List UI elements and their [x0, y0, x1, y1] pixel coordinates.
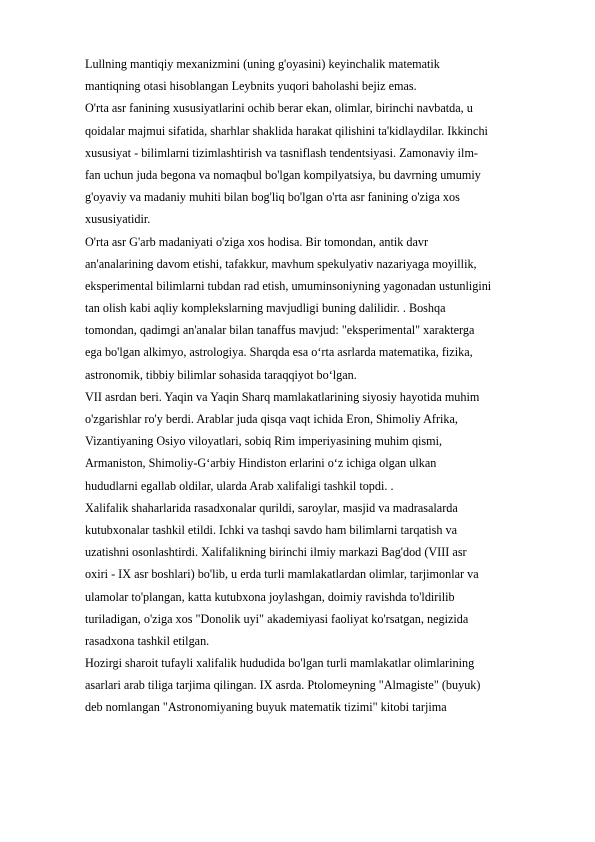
text-line: O'rta asr G'arb madaniyati o'ziga xos hodisa. Bir tomondan, antik davr — [85, 234, 429, 249]
text-line: turiladigan, o'ziga xos "Donolik uyi" akademiyasi faoliyat ko'rsatgan, negizida — [85, 611, 469, 626]
text-line: mantiqning otasi hisoblangan Leybnits yuqori baholashi bejiz emas. — [85, 79, 417, 94]
body-text — [85, 53, 565, 719]
text-line: xususiyatidir. — [85, 212, 151, 227]
text-line: ulamolar to'plangan, katta kutubxona joylashgan, doimiy ravishda to'ldirilib — [85, 589, 455, 604]
text-line: tan olish kabi aqliy komplekslarning mavjudligi buning dalilidir. . Boshqa — [85, 301, 446, 316]
text-line: xususiyat - bilimlarni tizimlashtirish va tasniflash tendentsiyasi. Zamonaviy ilm- — [85, 145, 478, 160]
text-line: Lullning mantiqiy mexanizmini (uning g'oyasini) keyinchalik matematik — [85, 57, 440, 71]
text-line: oxiri - IX asr boshlari) bo'lib, u erda turli mamlakatlardan olimlar, tarjimonlar va — [85, 567, 479, 582]
text-line: VII asrdan beri. Yaqin va Yaqin Sharq mamlakatlarining siyosiy hayotida muhim — [85, 389, 480, 404]
text-line: g'oyaviy va madaniy muhiti bilan bog'liq bo'lgan o'rta asr fanining o'ziga xos — [85, 190, 460, 205]
text-line: o'zgarishlar ro'y berdi. Arablar juda qisqa vaqt ichida Eron, Shimoliy Afrika, — [85, 412, 458, 426]
text-line: asarlari arab tiliga tarjima qilingan. IX asrda. Ptolomeyning "Almagiste" (buyuk) — [85, 678, 481, 693]
text-line: deb nomlangan "Astronomiyaning buyuk matematik tizimi" kitobi tarjima — [85, 700, 447, 715]
text-line: an'analarining davom etishi, tafakkur, mavhum spekulyativ nazariyaga moyillik, — [85, 256, 477, 271]
text-line: uzatishni osonlashtirdi. Xalifalikning birinchi ilmiy markazi Bag'dod (VIII asr — [85, 545, 467, 560]
text-line: fan uchun juda begona va nomaqbul bo'lgan kompilyatsiya, bu davrning umumiy — [85, 167, 481, 182]
text-line: hududlarni egallab oldilar, ularda Arab xalifaligi tashkil topdi. . — [85, 478, 394, 493]
text-line: astronomik, tibbiy bilimlar sohasida taraqqiyot bo‘lgan. — [85, 367, 357, 382]
text-line: Xalifalik shaharlarida rasadxonalar qurildi, saroylar, masjid va madrasalarda — [85, 500, 458, 515]
text-line: O'rta asr fanining xususiyatlarini ochib berar ekan, olimlar, birinchi navbatda, u — [85, 101, 473, 116]
text-line: Hozirgi sharoit tufayli xalifalik hududida bo'lgan turli mamlakatlar olimlarining — [85, 656, 475, 671]
text-line: eksperimental bilimlarni tubdan rad etish, umuminsoniyning yagonadan ustunligini — [85, 278, 492, 293]
text-line: tomondan, qadimgi an'analar bilan tanaffus mavjud: "eksperimental" xarakterga — [85, 323, 475, 338]
text-line: Armaniston, Shimoliy-G‘arbiy Hindiston erlarini o‘z ichiga olgan ulkan — [85, 456, 437, 471]
text-line: kutubxonalar tashkil etildi. Ichki va tashqi savdo ham bilimlarni tarqatish va — [85, 522, 457, 537]
text-line: rasadxona tashkil etilgan. — [85, 633, 210, 648]
text-line: qoidalar majmui sifatida, sharhlar shaklida harakat qilishini ta'kidlaydilar. Ikkinchi — [85, 123, 488, 138]
text-line: Vizantiyaning Osiyo viloyatlari, sobiq Rim imperiyasining muhim qismi, — [85, 434, 443, 449]
text-line: ega bo'lgan alkimyo, astrologiya. Sharqda esa o‘rta asrlarda matematika, fizika, — [85, 345, 473, 360]
